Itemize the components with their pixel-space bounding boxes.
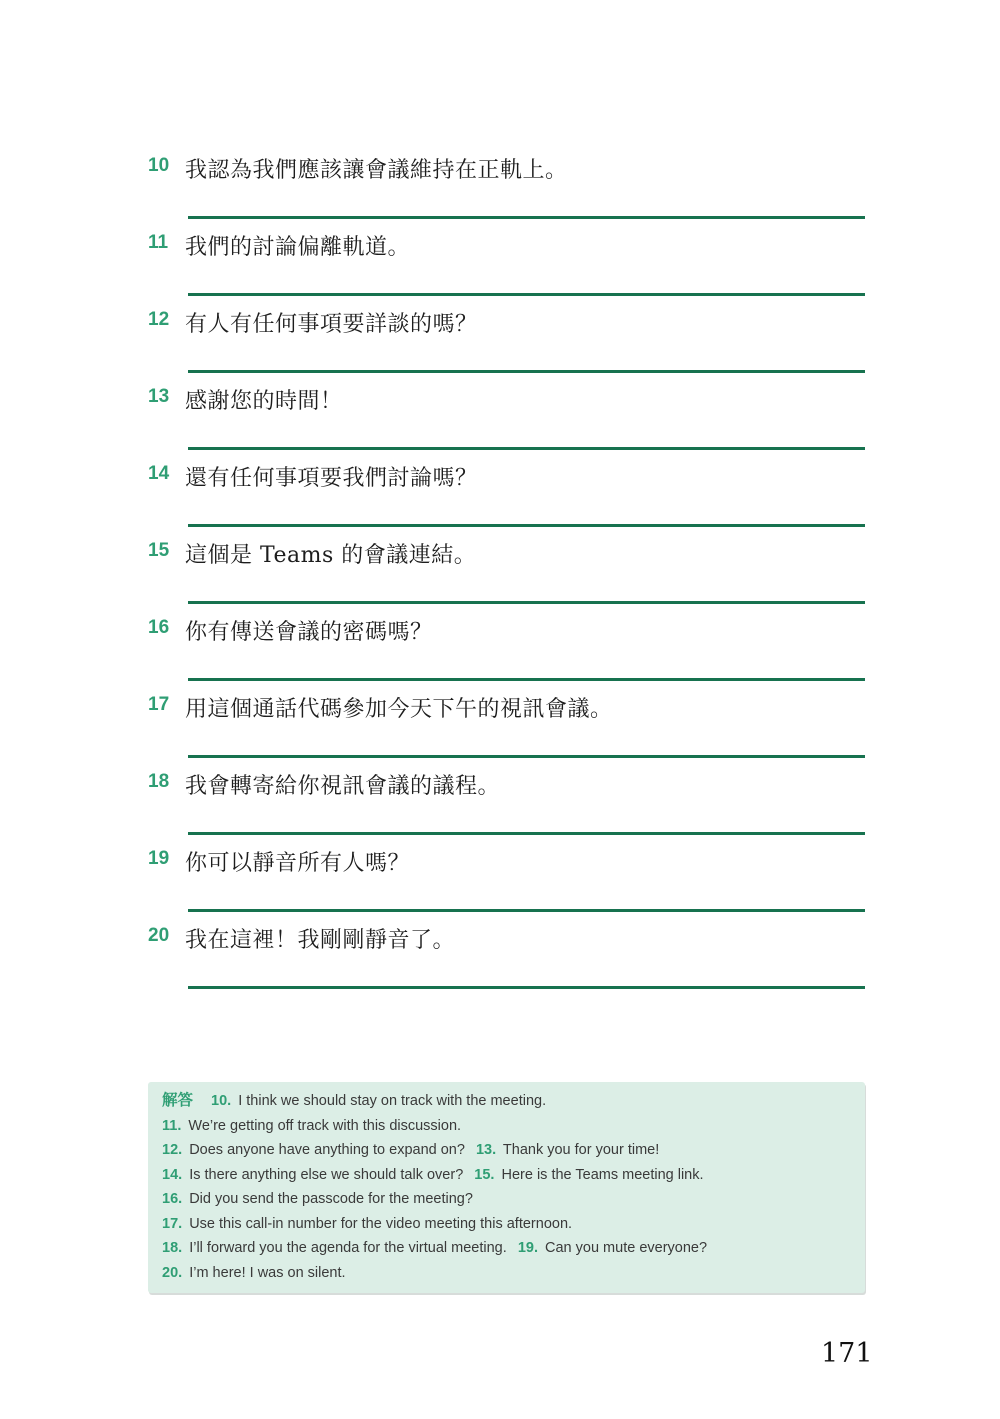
exercise-sentence	[148, 615, 433, 646]
answer-text: Use this call-in number for the video meeting this afternoon.	[189, 1215, 573, 1232]
exercise-item-20	[0, 923, 1000, 1000]
answer-number: 10.	[211, 1093, 232, 1109]
item-text-chinese: 我認為我們應該讓會議維持在正軌上。	[185, 158, 568, 183]
answer-number: 14.	[162, 1166, 183, 1183]
answer-text: Is there anything else we should talk over?	[189, 1166, 464, 1183]
item-number: 12	[148, 309, 170, 330]
item-text-chinese: 這個是 Teams 的會議連結。	[185, 543, 477, 568]
exercise-item-13	[0, 384, 1000, 461]
item-text-chinese: 感謝您的時間！	[185, 389, 343, 414]
item-text-chinese: 用這個通話代碼參加今天下午的視訊會議。	[185, 697, 613, 722]
writing-line	[188, 909, 865, 912]
answer-text: Does anyone have anything to expand on?	[189, 1142, 465, 1158]
exercise-sentence	[148, 384, 343, 415]
answer-number: 11.	[162, 1117, 182, 1134]
answer-number: 17.	[162, 1215, 183, 1232]
item-number: 16	[148, 617, 170, 638]
answer-number: 20.	[162, 1264, 183, 1281]
item-number: 14	[148, 463, 170, 484]
item-text-chinese: 我們的討論偏離軌道。	[185, 235, 411, 260]
exercise-sentence	[148, 230, 410, 261]
item-number: 10	[148, 155, 170, 176]
writing-line	[188, 755, 865, 758]
answer-key-label: 解答	[162, 1092, 194, 1109]
item-text-chinese: 還有任何事項要我們討論嗎？	[185, 466, 478, 491]
writing-line	[188, 293, 865, 296]
item-text-chinese: 你可以靜音所有人嗎？	[185, 851, 411, 876]
answer-number: 16.	[162, 1191, 183, 1207]
answer-key-line	[162, 1261, 849, 1286]
answer-key-line	[162, 1138, 849, 1163]
item-text-chinese: 你有傳送會議的密碼嗎？	[185, 620, 433, 645]
exercise-item-16	[0, 615, 1000, 692]
answer-text: Thank you for your time!	[502, 1142, 660, 1158]
answer-text: Did you send the passcode for the meeting?	[189, 1191, 473, 1207]
exercise-item-18	[0, 769, 1000, 846]
page-number: 171	[821, 1338, 873, 1369]
answer-text: Here is the Teams meeting link.	[501, 1166, 704, 1183]
exercise-sentence	[148, 461, 478, 492]
item-number: 18	[148, 771, 170, 792]
item-number: 11	[148, 232, 169, 253]
writing-line	[188, 524, 865, 527]
item-number: 13	[148, 386, 170, 407]
answer-key-line	[162, 1114, 849, 1139]
answer-text: I think we should stay on track with the meeting.	[238, 1093, 547, 1109]
answer-text: We’re getting off track with this discussion.	[188, 1117, 462, 1134]
item-number: 15	[148, 540, 170, 561]
exercise-sentence	[148, 923, 455, 954]
exercise-sentence	[148, 769, 500, 800]
item-text-chinese: 我會轉寄給你視訊會議的議程。	[185, 774, 501, 799]
answer-number: 19.	[517, 1240, 538, 1256]
writing-line	[188, 447, 865, 450]
answer-number: 15.	[474, 1166, 495, 1183]
exercise-sentence	[148, 692, 613, 723]
writing-line	[188, 216, 865, 219]
writing-line	[188, 986, 865, 989]
writing-line	[188, 678, 865, 681]
exercise-item-19	[0, 846, 1000, 923]
writing-line	[188, 601, 865, 604]
answer-text: Can you mute everyone?	[545, 1240, 708, 1256]
answer-text: I’m here! I was on silent.	[189, 1264, 346, 1281]
writing-line	[188, 832, 865, 835]
answer-key-line	[162, 1163, 849, 1188]
exercise-sentence	[148, 153, 568, 184]
item-number: 20	[148, 925, 170, 946]
item-number: 19	[148, 848, 170, 869]
exercise-item-11	[0, 230, 1000, 307]
answer-number: 12.	[162, 1142, 183, 1158]
answer-key-line	[162, 1089, 849, 1114]
exercise-sentence	[148, 846, 410, 877]
exercise-item-12	[0, 307, 1000, 384]
exercise-item-15	[0, 538, 1000, 615]
answer-number: 13.	[475, 1142, 497, 1158]
exercise-sentence	[148, 538, 476, 569]
exercise-item-10	[0, 153, 1000, 230]
item-text-chinese: 有人有任何事項要詳談的嗎？	[185, 312, 478, 337]
answer-key-line	[162, 1212, 849, 1237]
answer-text: I’ll forward you the agenda for the virtual meeting.	[189, 1240, 507, 1256]
answer-key-box	[148, 1082, 865, 1293]
item-text-chinese: 我在這裡！我剛剛靜音了。	[185, 928, 456, 953]
answer-key-line	[162, 1236, 849, 1261]
item-number: 17	[148, 694, 170, 715]
writing-line	[188, 370, 865, 373]
answer-key-line	[162, 1187, 849, 1212]
exercise-item-14	[0, 461, 1000, 538]
answer-number: 18.	[162, 1240, 183, 1256]
exercise-sentence	[148, 307, 478, 338]
exercise-item-17	[0, 692, 1000, 769]
